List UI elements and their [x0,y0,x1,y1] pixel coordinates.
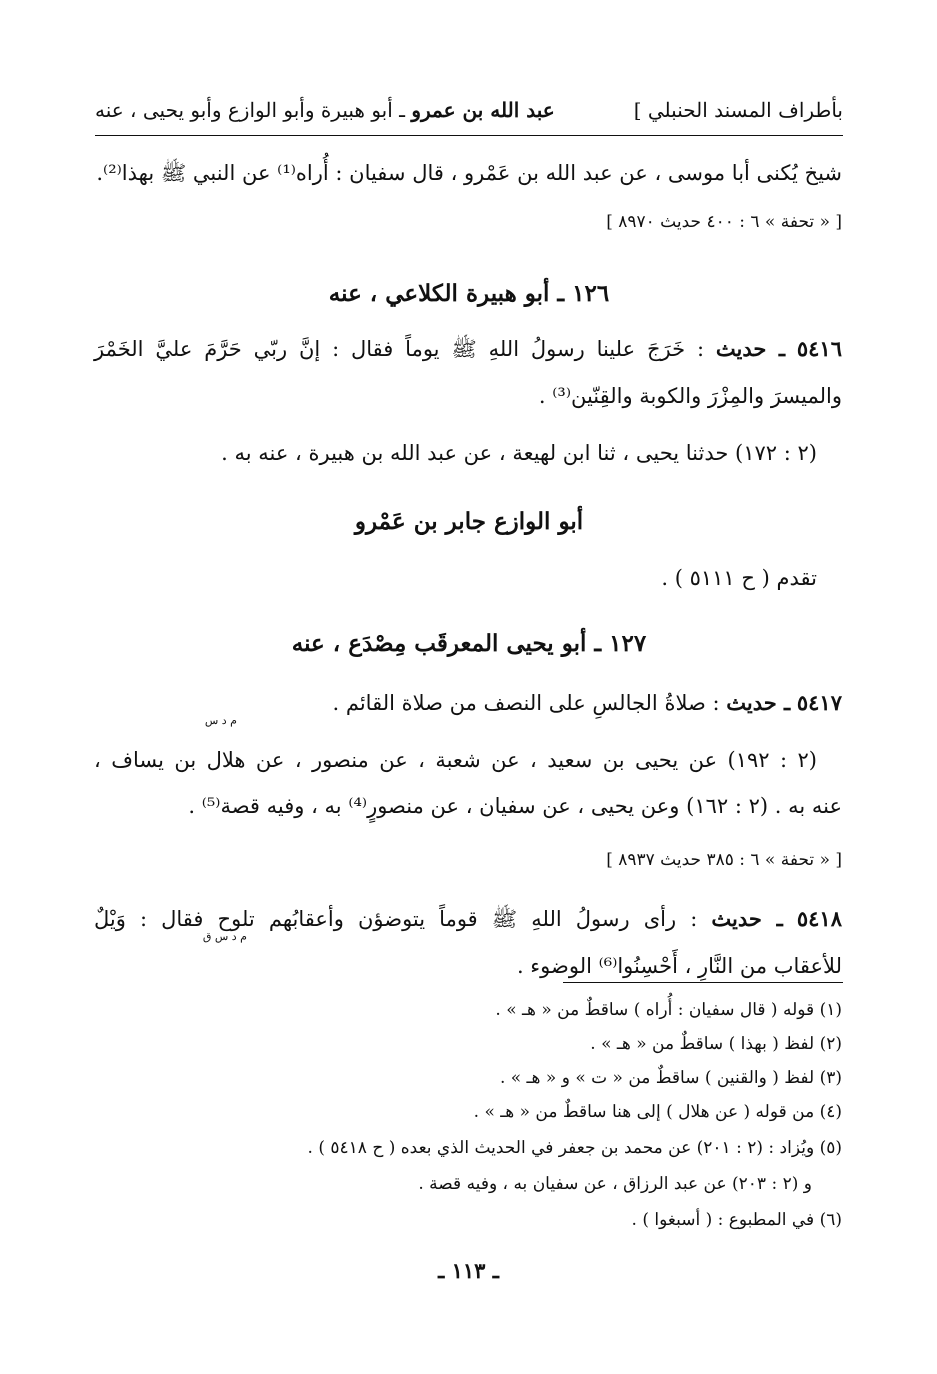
tuhfa-reference-2: [ « تحفة » ٦ : ٣٨٥ حديث ٨٩٣٧ ] [606,850,842,870]
footnote-4: (٤) من قوله ( عن هلال ) إلى هنا ساقطٌ من « هـ » . [473,1102,842,1122]
page-number: ـ ١١٣ ـ [438,1258,499,1283]
hadith-label: ـ حديث [711,906,783,931]
isnad-5416: (٢ : ١٧٢) حدثنا يحيى ، ثنا ابن لهيعة ، عن عبد الله بن هبيرة ، عنه به . [221,441,817,465]
hadith-label: ـ حديث [715,336,785,361]
hadith-number: ٥٤١٧ [796,690,842,715]
continuation-line: شيخ يُكنى أبا موسى ، عن عبد الله بن عَمْرو ، قال سفيان : أُراه⁽¹⁾ عن النبي ﷺ بهذا⁽²⁾. [96,161,842,185]
hadith-text: : خَرَجَ علينا رسولُ اللهِ ﷺ يوماً فقال : إنَّ ربّي حَرَّمَ عليَّ الخَمْرَ [94,337,705,361]
cross-reference: تقدم ( ح ٥١١١ ) . [661,566,817,590]
hadith-number: ٥٤١٦ [796,336,842,361]
header-companion-name: عبد الله بن عمرو [411,98,555,122]
header-narrators: ـ أبو هبيرة وأبو الوازع وأبو يحيى ، عنه [95,98,412,122]
footnote-5-continuation: و (٢ : ٢٠٣) عن عبد الرزاق ، عن سفيان به ، وفيه قصة . [418,1174,812,1194]
header-book-title: بأطراف المسند الحنبلي ] [633,98,843,122]
footnote-5: (٥) ويُزاد : (٢ : ٢٠١) عن محمد بن جعفر في الحديث الذي بعده ( ح ٥٤١٨ ) . [307,1138,842,1158]
hadith-5417-line1 [94,690,842,715]
isnad-5417-line1: (٢ : ١٩٢) عن يحيى بن سعيد ، عن شعبة ، عن منصور ، عن هلال بن يساف ، [94,748,817,772]
footnote-3: (٣) لفظ ( والقنين ) ساقطٌ من « ت » و « هـ » . [499,1068,842,1088]
section-heading-127: ١٢٧ ـ أبو يحيى المعرقَب مِصْدَع ، عنه [291,630,647,657]
tuhfa-reference-1: [ « تحفة » ٦ : ٤٠٠ حديث ٨٩٧٠ ] [606,212,842,232]
footnote-rule [563,982,843,983]
section-heading-126: ١٢٦ ـ أبو هبيرة الكلاعي ، عنه [328,280,610,307]
header-section-title [95,98,555,122]
running-header [95,98,843,132]
hadith-text: : صلاةُ الجالسِ على النصف من صلاة القائم . [332,691,720,715]
hadith-5418-sigla: م د س ق [202,930,247,943]
footnote-1: (١) قوله ( قال سفيان : أُراه ) ساقطٌ من « هـ » . [495,1000,842,1020]
hadith-5418-line2: للأعقاب من النَّارِ ، أَحْسِنُوا⁽⁶⁾ الوضوء . [516,954,842,978]
hadith-5416-line1 [94,336,842,367]
header-rule [95,135,843,136]
section-heading-abu-alwazi: أبو الوازع جابر بن عَمْرو [354,508,584,535]
hadith-number: ٥٤١٨ [796,906,842,931]
hadith-5417-sigla: م د س [204,714,237,727]
footnote-6: (٦) في المطبوع : ( أسبغوا ) . [631,1210,842,1230]
footnote-2: (٢) لفظ ( بهذا ) ساقطٌ من « هـ » . [590,1034,842,1054]
hadith-label: ـ حديث [726,690,791,715]
hadith-text: : رأى رسولُ اللهِ ﷺ قوماً يتوضؤن وأعقابُهم تلوح فقال : وَيْلٌ [94,907,698,931]
hadith-5416-line2: والميسرَ والمِزْرَ والكوبة والقِنّين⁽³⁾ . [538,384,842,408]
isnad-5417-line2: عنه به . (٢ : ١٦٢) وعن يحيى ، عن سفيان ، عن منصورٍ⁽⁴⁾ به ، وفيه قصة⁽⁵⁾ . [188,794,842,818]
